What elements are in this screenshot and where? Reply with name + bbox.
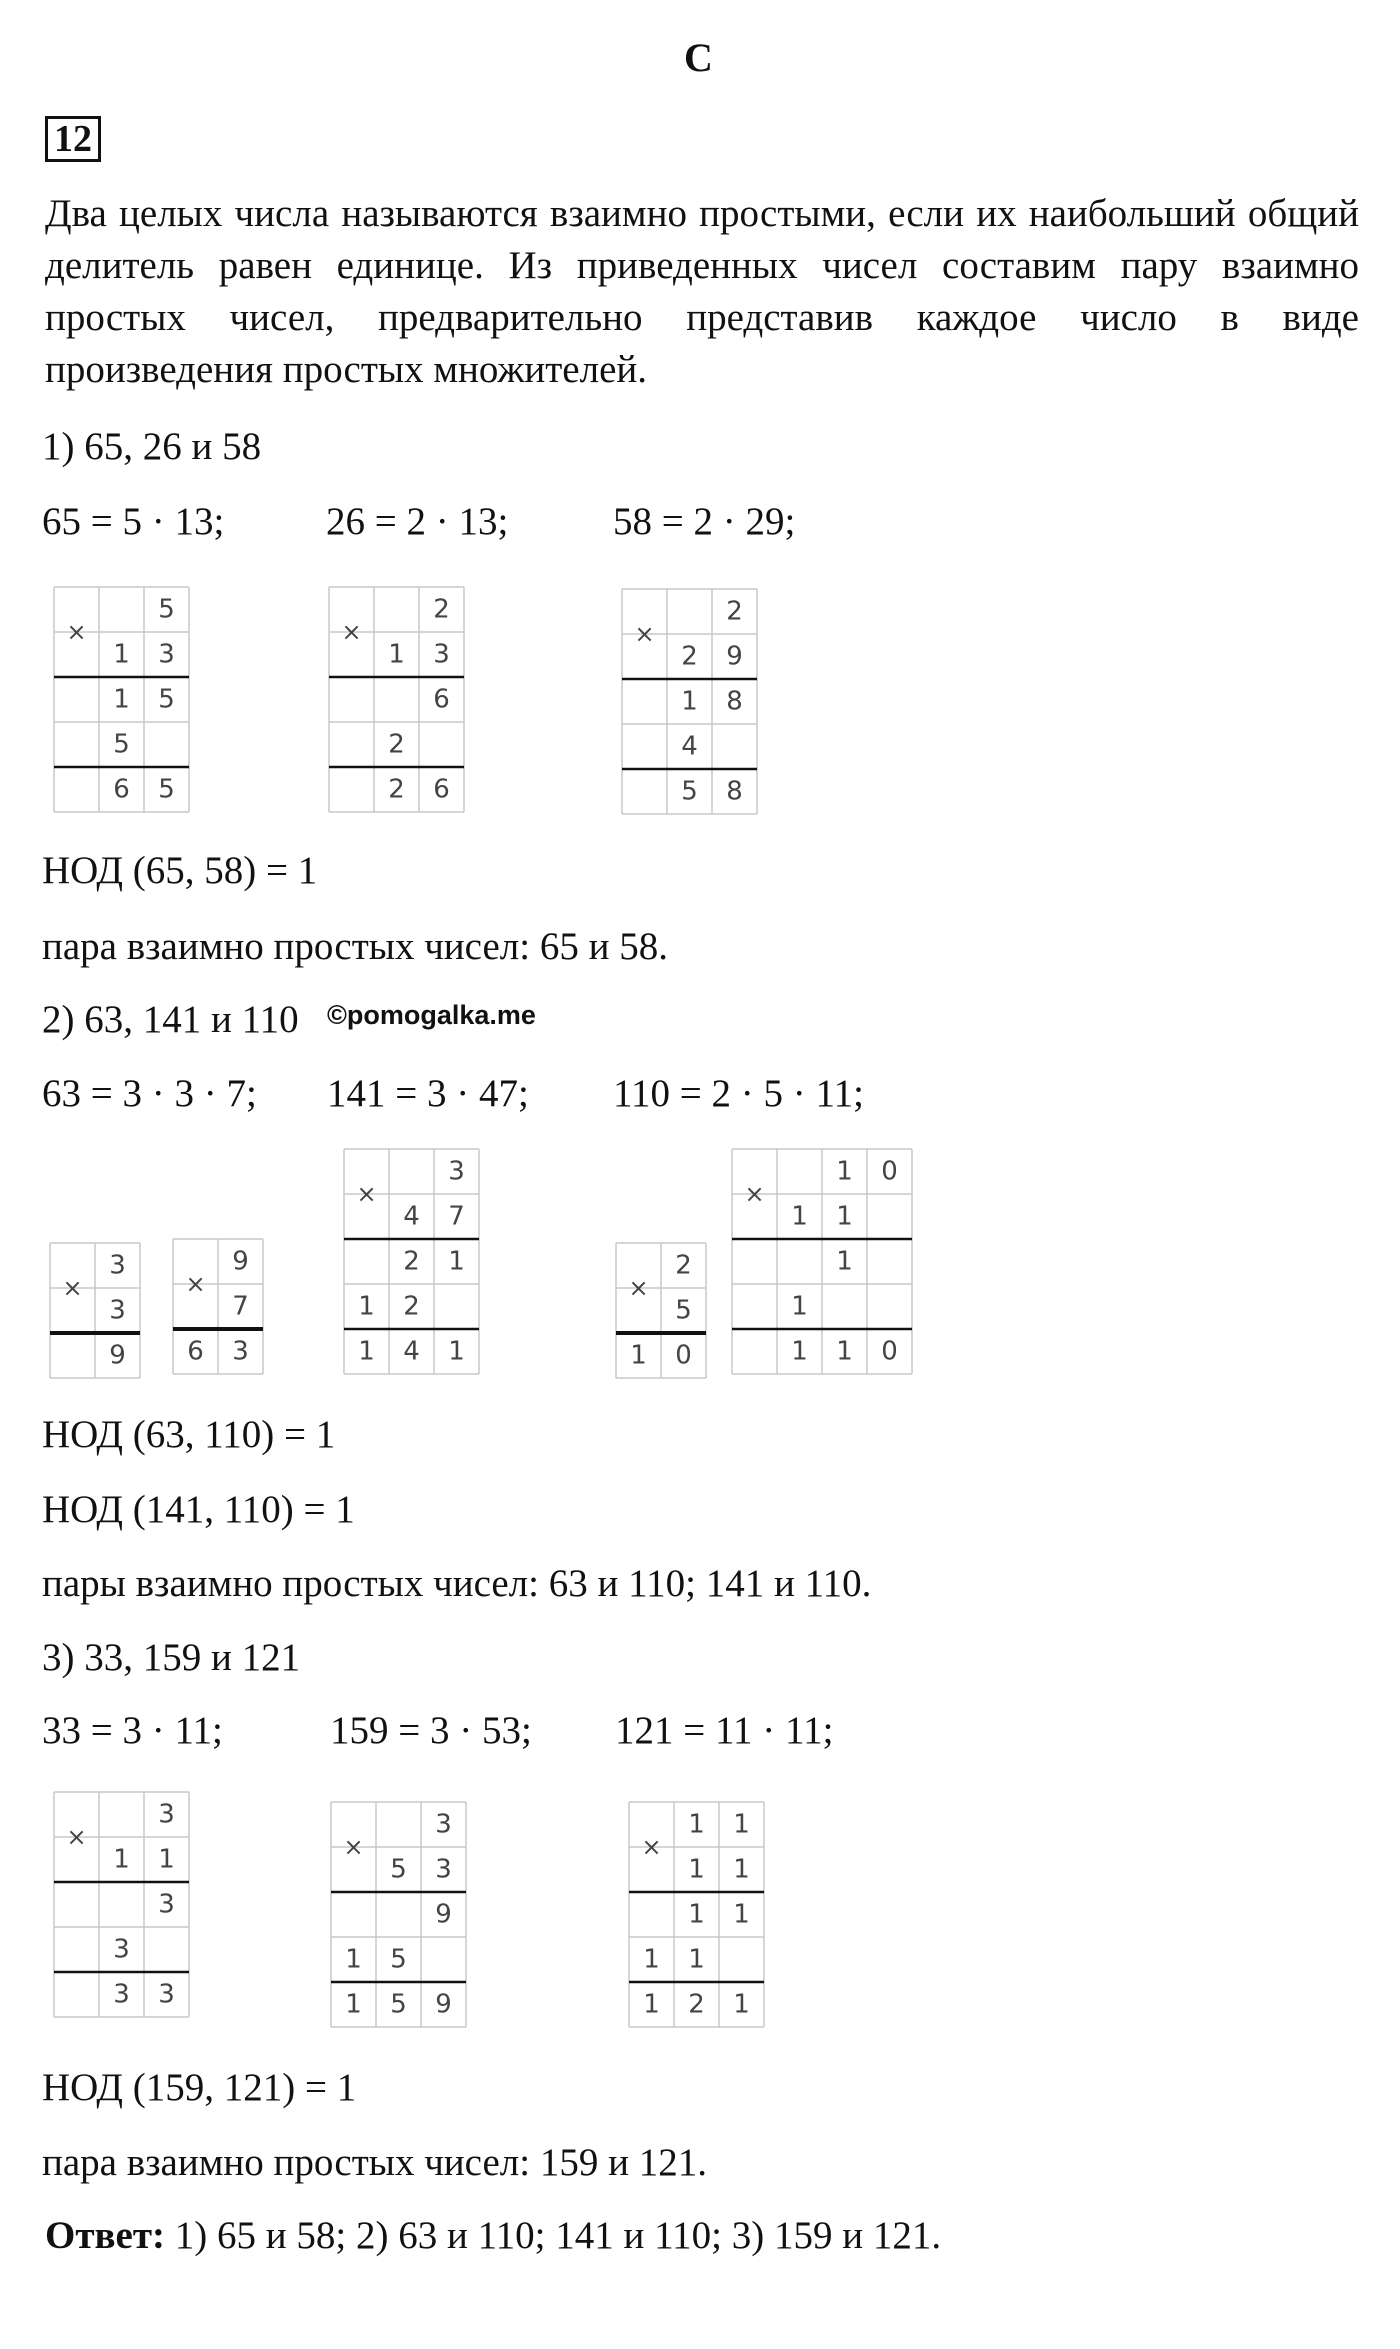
part1-grid-26 — [327, 585, 466, 814]
grid-digit: 5 — [158, 774, 175, 805]
grid-digit: 3 — [109, 1250, 126, 1281]
grid-digit: 1 — [836, 1246, 853, 1277]
part1-factorization-1: 65 = 5 · 13; — [42, 500, 225, 543]
multiply-sign: × — [356, 1180, 377, 1208]
grid-svg — [342, 1147, 481, 1376]
grid-digit: 2 — [681, 641, 698, 672]
grid-digit: 1 — [158, 1844, 175, 1875]
grid-digit: 3 — [158, 1889, 175, 1920]
grid-digit: 1 — [688, 1809, 705, 1840]
task-number: 12 — [45, 116, 101, 162]
grid-digit: 2 — [688, 1989, 705, 2020]
part1-factorization-3: 58 = 2 · 29; — [613, 500, 796, 543]
grid-digit: 1 — [448, 1336, 465, 1367]
multiply-sign: × — [66, 1823, 87, 1851]
part2-title: 2) 63, 141 и 110 — [42, 998, 299, 1041]
grid-digit: 1 — [688, 1854, 705, 1885]
grid-digit: 6 — [113, 774, 130, 805]
grid-digit: 8 — [726, 776, 743, 807]
grid-svg — [627, 1800, 766, 2029]
grid-digit: 3 — [433, 639, 450, 670]
part3-grid-121 — [627, 1800, 766, 2029]
part3-gcd: НОД (159, 121) = 1 — [42, 2066, 357, 2109]
part1-grid-58 — [620, 587, 759, 816]
grid-svg — [48, 1241, 142, 1380]
grid-digit: 9 — [109, 1340, 126, 1371]
multiply-sign: × — [66, 618, 87, 646]
grid-svg — [329, 1800, 468, 2029]
grid-digit: 6 — [433, 774, 450, 805]
grid-digit: 1 — [836, 1156, 853, 1187]
grid-digit: 7 — [232, 1291, 249, 1322]
part3-factorization-1: 33 = 3 · 11; — [42, 1709, 223, 1752]
grid-digit: 1 — [358, 1336, 375, 1367]
grid-digit: 8 — [726, 686, 743, 717]
grid-svg — [620, 587, 759, 816]
part3-factorization-2: 159 = 3 · 53; — [330, 1709, 532, 1752]
part1-factorization-2: 26 = 2 · 13; — [326, 500, 509, 543]
grid-digit: 5 — [390, 1944, 407, 1975]
grid-digit: 1 — [113, 639, 130, 670]
grid-digit: 3 — [113, 1934, 130, 1965]
part2-conclusion: пары взаимно простых чисел: 63 и 110; 141 и 110. — [42, 1562, 872, 1605]
part2-grid-63 — [171, 1237, 265, 1376]
grid-digit: 4 — [403, 1201, 420, 1232]
grid-digit: 9 — [435, 1989, 452, 2020]
multiply-sign: × — [744, 1180, 765, 1208]
grid-digit: 1 — [733, 1809, 750, 1840]
part1-title: 1) 65, 26 и 58 — [42, 425, 262, 468]
grid-digit: 9 — [726, 641, 743, 672]
grid-digit: 5 — [158, 684, 175, 715]
grid-digit: 3 — [232, 1336, 249, 1367]
section-letter: C — [684, 35, 713, 80]
part3-grid-33 — [52, 1790, 191, 2019]
answer-text: 1) 65 и 58; 2) 63 и 110; 141 и 110; 3) 159 и 121. — [165, 2214, 942, 2257]
multiply-sign: × — [62, 1274, 83, 1302]
grid-digit: 1 — [733, 1989, 750, 2020]
grid-digit: 3 — [158, 1799, 175, 1830]
part1-gcd: НОД (65, 58) = 1 — [42, 849, 318, 892]
part3-factorization-3: 121 = 11 · 11; — [615, 1709, 834, 1752]
grid-digit: 4 — [403, 1336, 420, 1367]
multiply-sign: × — [341, 618, 362, 646]
grid-digit: 5 — [113, 729, 130, 760]
grid-digit: 3 — [435, 1854, 452, 1885]
part3-title: 3) 33, 159 и 121 — [42, 1636, 301, 1679]
grid-digit: 5 — [390, 1989, 407, 2020]
grid-digit: 1 — [643, 1944, 660, 1975]
grid-svg — [52, 1790, 191, 2019]
grid-digit: 1 — [836, 1336, 853, 1367]
answer — [45, 2211, 941, 2261]
grid-digit: 3 — [113, 1979, 130, 2010]
grid-digit: 1 — [345, 1944, 362, 1975]
grid-digit: 3 — [448, 1156, 465, 1187]
part2-grid-141 — [342, 1147, 481, 1376]
watermark: ©pomogalka.me — [327, 1000, 536, 1030]
grid-digit: 7 — [448, 1201, 465, 1232]
grid-digit: 1 — [791, 1336, 808, 1367]
part2-grid-110 — [730, 1147, 914, 1376]
grid-digit: 1 — [643, 1989, 660, 2020]
answer-label: Ответ: — [45, 2214, 166, 2257]
part3-grid-159 — [329, 1800, 468, 2029]
part2-gcd-1: НОД (63, 110) = 1 — [42, 1413, 336, 1456]
part2-factorization-2: 141 = 3 · 47; — [327, 1072, 529, 1115]
part2-factorization-3: 110 = 2 · 5 · 11; — [613, 1072, 864, 1115]
grid-svg — [171, 1237, 265, 1376]
intro-paragraph: Два целых числа называются взаимно простыми, если их наибольший общий делитель равен единице. Из приведенных чисел составим пару взаимно простых чисел, предварительно представив каждое число в виде произведения простых множителей. — [45, 192, 1359, 391]
grid-svg — [52, 585, 191, 814]
grid-digit: 2 — [675, 1250, 692, 1281]
part2-grid-9 — [48, 1241, 142, 1380]
grid-digit: 2 — [403, 1246, 420, 1277]
multiply-sign: × — [185, 1270, 206, 1298]
grid-digit: 5 — [681, 776, 698, 807]
part2-grid-10 — [614, 1241, 708, 1380]
grid-digit: 1 — [113, 684, 130, 715]
part1-conclusion: пара взаимно простых чисел: 65 и 58. — [42, 925, 668, 968]
grid-digit: 5 — [390, 1854, 407, 1885]
grid-digit: 1 — [688, 1944, 705, 1975]
grid-digit: 1 — [791, 1201, 808, 1232]
grid-digit: 1 — [791, 1291, 808, 1322]
grid-digit: 0 — [675, 1340, 692, 1371]
grid-digit: 4 — [681, 731, 698, 762]
grid-digit: 2 — [433, 594, 450, 625]
grid-digit: 0 — [881, 1156, 898, 1187]
grid-digit: 1 — [113, 1844, 130, 1875]
multiply-sign: × — [628, 1274, 649, 1302]
grid-digit: 3 — [435, 1809, 452, 1840]
grid-svg — [730, 1147, 914, 1376]
part1-grid-65 — [52, 585, 191, 814]
grid-digit: 9 — [435, 1899, 452, 1930]
grid-digit: 1 — [836, 1201, 853, 1232]
part2-gcd-2: НОД (141, 110) = 1 — [42, 1488, 355, 1531]
grid-digit: 6 — [433, 684, 450, 715]
grid-digit: 3 — [158, 639, 175, 670]
grid-digit: 1 — [388, 639, 405, 670]
grid-digit: 1 — [733, 1899, 750, 1930]
grid-digit: 1 — [345, 1989, 362, 2020]
multiply-sign: × — [634, 620, 655, 648]
multiply-sign: × — [641, 1833, 662, 1861]
grid-digit: 3 — [158, 1979, 175, 2010]
grid-digit: 3 — [109, 1295, 126, 1326]
grid-svg — [614, 1241, 708, 1380]
multiply-sign: × — [343, 1833, 364, 1861]
grid-digit: 2 — [403, 1291, 420, 1322]
grid-digit: 2 — [388, 729, 405, 760]
grid-digit: 5 — [158, 594, 175, 625]
grid-digit: 1 — [358, 1291, 375, 1322]
grid-digit: 5 — [675, 1295, 692, 1326]
grid-digit: 2 — [388, 774, 405, 805]
grid-digit: 9 — [232, 1246, 249, 1277]
grid-digit: 1 — [681, 686, 698, 717]
grid-digit: 6 — [187, 1336, 204, 1367]
grid-digit: 1 — [630, 1340, 647, 1371]
grid-digit: 0 — [881, 1336, 898, 1367]
part2-factorization-1: 63 = 3 · 3 · 7; — [42, 1072, 257, 1115]
part3-conclusion: пара взаимно простых чисел: 159 и 121. — [42, 2141, 707, 2184]
grid-svg — [327, 585, 466, 814]
grid-digit: 1 — [688, 1899, 705, 1930]
grid-digit: 1 — [448, 1246, 465, 1277]
grid-digit: 2 — [726, 596, 743, 627]
grid-digit: 1 — [733, 1854, 750, 1885]
